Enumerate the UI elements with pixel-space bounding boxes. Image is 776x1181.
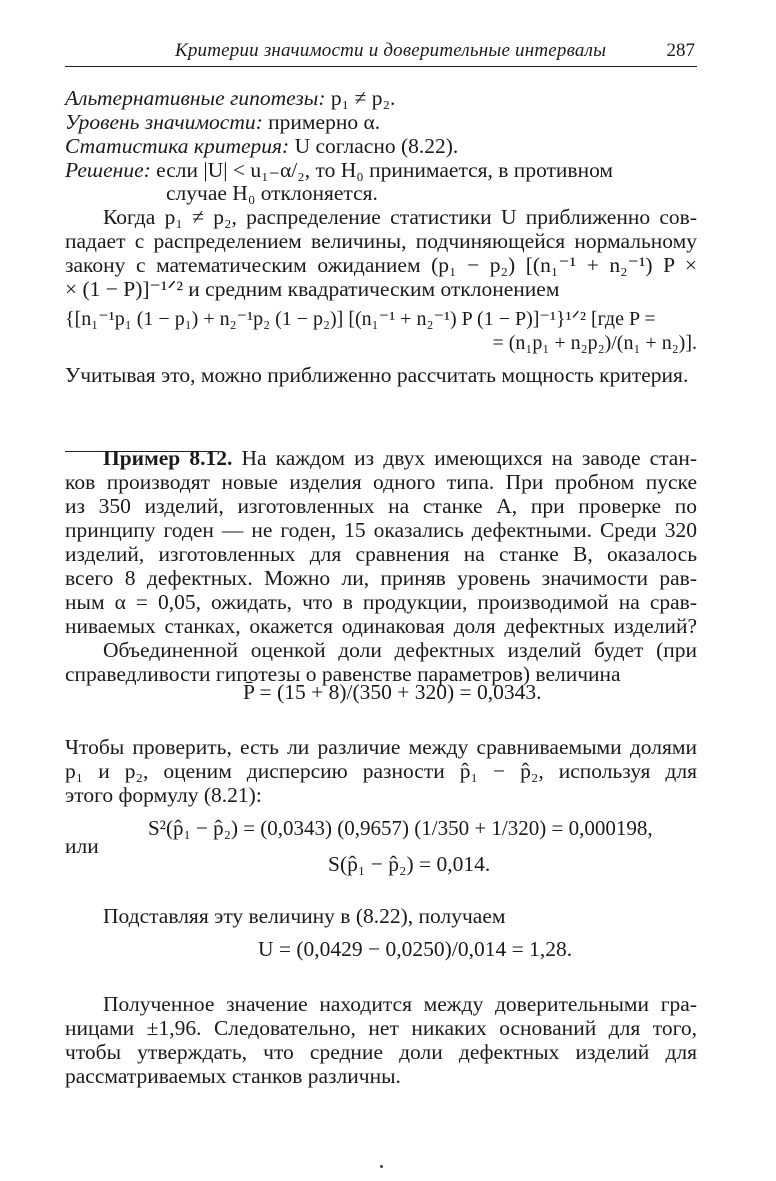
alt-hypothesis-value: p₁ ≠ p₂.: [330, 86, 396, 110]
alt-hypothesis-label: Альтернативные гипотезы:: [65, 86, 326, 110]
example-line-1: [103, 446, 697, 470]
example-line-3: из 350 изделий, изготовленных на станке A, при проверке по: [65, 494, 697, 518]
sd-equation: S(p̂₁ − p̂₂) = 0,014.: [328, 852, 491, 876]
power-note: Учитывая это, можно приближенно рассчитать мощность критерия.: [65, 363, 689, 387]
example-line-1-text: На каждом из двух имеющихся на заводе стан-: [241, 446, 698, 470]
running-title: Критерии значимости и доверительные интервалы: [175, 40, 607, 61]
test-statistic-value: U согласно (8.22).: [294, 134, 459, 158]
example-line-4: принципу годен — не годен, 15 оказались дефектными. Среди 320: [65, 518, 697, 542]
sd-formula-1: {[n₁⁻¹p₁ (1 − p₁) + n₂⁻¹p₂ (1 − p₂)] [(n₁⁻¹ + n₂⁻¹) P (1 − P)]⁻¹}¹ᐟ² [где P =: [65, 308, 656, 330]
decision-text-1: если |U| < u₁₋α/₂, то H₀ принимается, в противном: [156, 158, 614, 182]
page-header: [65, 38, 697, 67]
conclusion-line-2: ницами ±1,96. Следовательно, нет никаких оснований для того,: [65, 1016, 697, 1040]
example-line-13: этого формулу (8.21):: [65, 783, 262, 807]
approx-text-1: Когда p₁ ≠ p₂, распределение статистики U приближенно сов-: [103, 205, 697, 229]
approx-text-2: падает с распределением величины, подчиняющейся нормальному: [65, 229, 697, 253]
example-line-2: ков производят новые изделия одного типа. При пробном пуске: [65, 470, 697, 494]
approx-text-4: × (1 − P)]⁻¹ᐟ² и средним квадратическим отклонением: [65, 277, 560, 301]
example-line-8: ниваемых станках, окажется одинаковая доля дефектных изделий?: [65, 614, 697, 638]
u-statistic-equation: U = (0,0429 − 0,0250)/0,014 = 1,28.: [258, 937, 573, 961]
page-number: 287: [666, 40, 695, 61]
conclusion-line-3: чтобы утверждать, что средние доли дефектных изделий для: [65, 1040, 697, 1064]
sd-formula-2: = (n₁p₁ + n₂p₂)/(n₁ + n₂)].: [492, 332, 697, 354]
significance-level-value: примерно α.: [268, 110, 381, 134]
conclusion-line-4: рассматриваемых станков различны.: [65, 1064, 401, 1088]
conclusion-line-1: Полученное значение находится между доверительными гра-: [103, 992, 697, 1016]
pooled-estimate-equation: P̄ = (15 + 8)/(350 + 320) = 0,0343.: [243, 680, 542, 704]
print-speck: [380, 1165, 383, 1168]
alt-hypothesis-line: [65, 86, 697, 110]
decision-line: [65, 158, 697, 182]
approx-text-3: закону с математическим ожиданием (p₁ − p₂) [(n₁⁻¹ + n₂⁻¹) P ×: [65, 253, 697, 277]
example-line-7: ным α = 0,05, ожидать, что в продукции, производимой на срав-: [65, 590, 697, 614]
significance-level-label: Уровень значимости:: [65, 110, 263, 134]
decision-label: Решение:: [65, 158, 151, 182]
test-statistic-line: [65, 134, 697, 158]
example-line-12: p₁ и p₂, оценим дисперсию разности p̂₁ − p̂₂, используя для: [65, 759, 697, 783]
example-line-6: всего 8 дефектных. Можно ли, приняв уровень значимости рав-: [65, 566, 697, 590]
example-title: Пример 8.12.: [103, 446, 233, 470]
significance-level-line: [65, 110, 697, 134]
example-line-11: Чтобы проверить, есть ли различие между сравниваемыми долями: [65, 735, 697, 759]
example-line-9: Объединенной оценкой доли дефектных изделий будет (при: [103, 638, 697, 662]
decision-text-2: случае H₀ отклоняется.: [166, 181, 378, 205]
test-statistic-label: Статистика критерия:: [65, 134, 290, 158]
example-line-5: изделий, изготовленных для сравнения на станке B, оказалось: [65, 542, 697, 566]
example-line-10: справедливости гипотезы о равенстве параметров) величина: [65, 662, 621, 686]
or-word: или: [65, 834, 99, 858]
variance-equation: S²(p̂₁ − p̂₂) = (0,0343) (0,9657) (1/350 + 1/320) = 0,000198,: [148, 816, 653, 840]
substitution-text: Подставляя эту величину в (8.22), получаем: [103, 904, 506, 928]
